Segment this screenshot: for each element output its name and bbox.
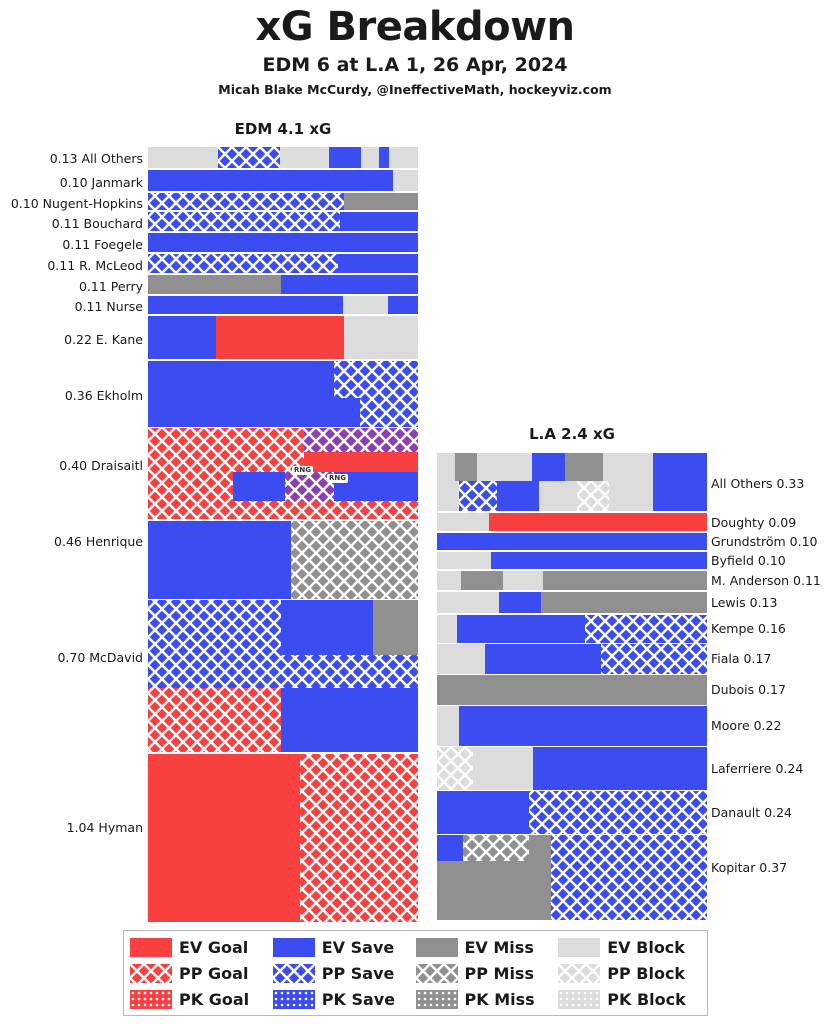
legend-item[interactable]: [416, 964, 559, 983]
legend-swatch: [558, 938, 600, 957]
edm-bar-janmark: [148, 170, 418, 191]
lak-mosaic-plot: [437, 453, 707, 920]
edm-bar-e-kane: [148, 316, 418, 359]
edm-row-label: 0.22 E. Kane: [64, 332, 143, 347]
legend: [123, 930, 708, 1016]
legend-label: PK Block: [607, 989, 686, 1009]
legend-label: EV Miss: [464, 937, 534, 957]
page-title: xG Breakdown: [255, 4, 575, 50]
edm-row-label: 0.11 Bouchard: [51, 216, 143, 231]
rng-badge-1: RNG: [294, 466, 311, 474]
edm-bar-draisaitl: [148, 428, 418, 519]
lak-row-label: Laferriere 0.24: [711, 760, 804, 776]
edm-row-label: 0.10 Nugent-Hopkins: [10, 196, 143, 211]
lak-bar-laferriere: [437, 747, 707, 790]
lak-row-label: Kopitar 0.37: [711, 859, 788, 875]
edm-row-label: 0.11 Perry: [78, 279, 143, 294]
legend-item[interactable]: [273, 964, 416, 983]
edm-bar-r-mcleod: [148, 254, 418, 273]
legend-item[interactable]: [273, 990, 416, 1009]
lak-bar-doughty: [437, 513, 707, 531]
legend-label: PK Save: [321, 989, 396, 1009]
edm-row-label: 0.40 Draisaitl: [59, 458, 143, 473]
legend-item[interactable]: [416, 938, 559, 957]
edm-bar-nugent-hopkins: [148, 193, 418, 210]
legend-swatch: [558, 964, 600, 983]
lak-bar-grundstrom: [437, 533, 707, 550]
legend-item[interactable]: [130, 964, 273, 983]
edm-row-label: 1.04 Hyman: [66, 819, 143, 835]
lak-bar-dubois: [437, 675, 707, 705]
edm-bar-hyman: [148, 754, 418, 922]
legend-label: EV Block: [607, 937, 685, 957]
edm-row-label: 0.10 Janmark: [59, 175, 143, 190]
edm-mosaic-plot: [148, 147, 418, 922]
edm-bar-perry: [148, 275, 418, 294]
legend-swatch: [273, 990, 315, 1009]
legend-item[interactable]: [130, 990, 273, 1009]
legend-swatch: [416, 938, 458, 957]
legend-swatch: [130, 990, 172, 1009]
rng-badge-2: RNG: [329, 474, 346, 482]
edm-row-label: 0.13 All Others: [49, 151, 143, 166]
lak-row-label: Lewis 0.13: [711, 595, 778, 610]
edm-row-label: 0.11 R. McLeod: [47, 258, 143, 273]
lak-bar-byfield: [437, 552, 707, 569]
edm-bar-nurse: [148, 296, 418, 314]
lak-row-label: All Others 0.33: [711, 476, 805, 491]
legend-item[interactable]: [130, 938, 273, 957]
legend-label: PP Miss: [464, 963, 534, 983]
legend-swatch: [130, 938, 172, 957]
edm-bar-all-others: [148, 147, 418, 168]
lak-bar-kempe: [437, 615, 707, 643]
lak-bar-all-others: [437, 453, 707, 511]
lak-row-label: Kempe 0.16: [711, 621, 786, 636]
legend-swatch: [416, 990, 458, 1009]
edm-panel-title: EDM 4.1 xG: [234, 120, 332, 138]
legend-label: PK Miss: [464, 989, 535, 1009]
legend-swatch: [416, 964, 458, 983]
edm-row-label: 0.70 McDavid: [57, 650, 143, 665]
edm-row-label: 0.11 Nurse: [74, 299, 143, 314]
legend-swatch: [273, 938, 315, 957]
lak-row-label: Fiala 0.17: [711, 651, 772, 666]
lak-row-label: Dubois 0.17: [711, 682, 786, 697]
legend-item[interactable]: [558, 938, 701, 957]
lak-bar-m-anderson: [437, 571, 707, 590]
legend-item[interactable]: [273, 938, 416, 957]
lak-bar-moore: [437, 706, 707, 746]
legend-label: EV Save: [321, 937, 395, 957]
edm-bar-bouchard: [148, 212, 418, 231]
legend-item[interactable]: [558, 990, 701, 1009]
lak-bar-fiala: [437, 644, 707, 674]
edm-row-label: 0.36 Ekholm: [64, 388, 143, 403]
lak-bar-lewis: [437, 592, 707, 613]
lak-row-label: Danault 0.24: [711, 804, 792, 820]
legend-item[interactable]: [416, 990, 559, 1009]
legend-label: PK Goal: [179, 989, 250, 1009]
edm-row-label: 0.46 Henrique: [54, 534, 143, 549]
edm-bar-henrique: [148, 521, 418, 599]
legend-item[interactable]: [558, 964, 701, 983]
edm-row-label: 0.11 Foegele: [62, 237, 143, 252]
lak-panel-title: L.A 2.4 xG: [529, 425, 615, 443]
legend-swatch: [130, 964, 172, 983]
credit-line: Micah Blake McCurdy, @IneffectiveMath, hockeyviz.com: [218, 82, 612, 97]
legend-label: EV Goal: [179, 937, 249, 957]
lak-row-label: Byfield 0.10: [711, 553, 786, 568]
legend-swatch: [558, 990, 600, 1009]
lak-row-label: Moore 0.22: [711, 718, 782, 733]
edm-bar-mcdavid: [148, 600, 418, 752]
legend-label: PP Save: [321, 963, 395, 983]
edm-bar-foegele: [148, 233, 418, 252]
lak-bar-danault: [437, 791, 707, 834]
page-subtitle: EDM 6 at L.A 1, 26 Apr, 2024: [262, 54, 568, 76]
lak-row-label: M. Anderson 0.11: [711, 573, 821, 588]
edm-bar-ekholm: [148, 361, 418, 427]
legend-label: PP Goal: [179, 963, 249, 983]
lak-row-label: Doughty 0.09: [711, 515, 797, 530]
lak-bar-kopitar: [437, 835, 707, 920]
lak-row-label: Grundström 0.10: [711, 534, 818, 549]
legend-label: PP Block: [607, 963, 686, 983]
legend-swatch: [273, 964, 315, 983]
